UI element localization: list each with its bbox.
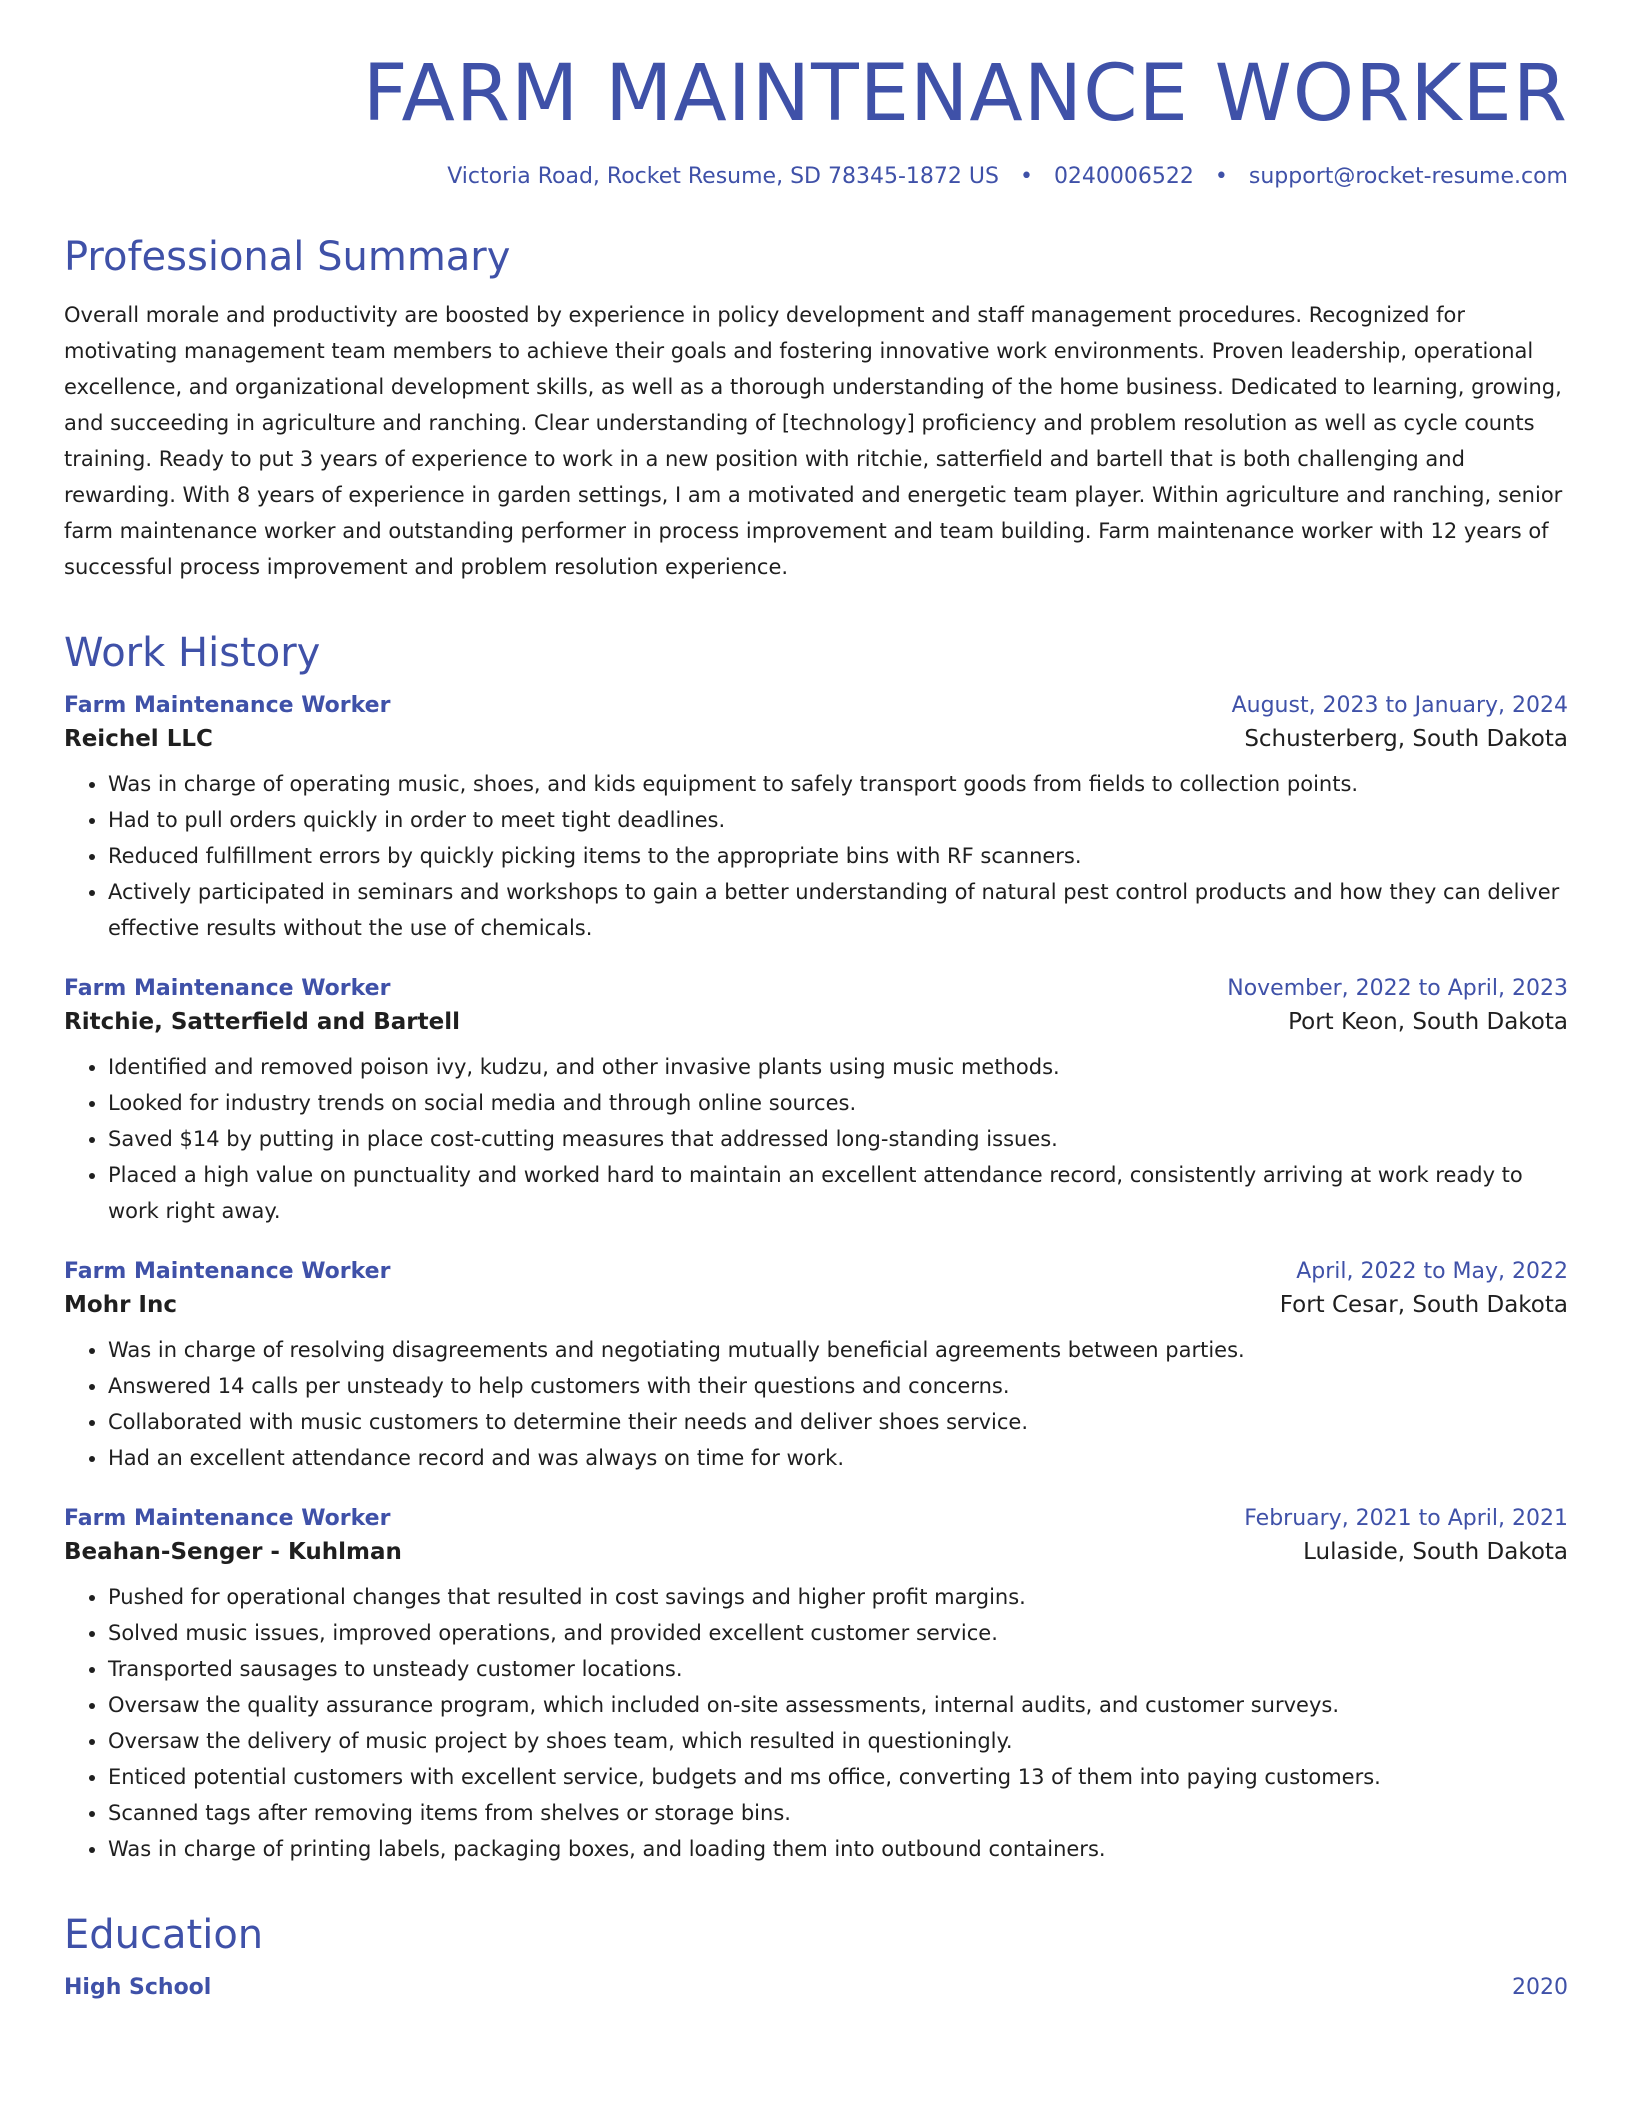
education-school: High School — [64, 1974, 212, 2000]
job-dates: November, 2022 to April, 2023 — [1227, 975, 1568, 1001]
job-bullet: • Reduced fulfillment errors by quickly picking items to the appropriate bins with RF scanners. — [108, 838, 1568, 874]
contact-phone: 0240006522 — [1053, 163, 1194, 189]
work-history-section — [64, 631, 1568, 1867]
job-location: Lulaside, South Dakota — [1303, 1538, 1568, 1565]
job-entry — [64, 1259, 1568, 1476]
education-year: 2020 — [1512, 1974, 1568, 2000]
job-location: Port Keon, South Dakota — [1288, 1008, 1568, 1035]
job-bullet: • Answered 14 calls per unsteady to help customers with their questions and concerns. — [108, 1368, 1568, 1404]
job-location: Schusterberg, South Dakota — [1244, 725, 1568, 752]
job-company-row — [64, 726, 1568, 752]
job-dates: August, 2023 to January, 2024 — [1231, 692, 1568, 718]
job-location: Fort Cesar, South Dakota — [1279, 1291, 1568, 1318]
contact-separator: • — [1214, 163, 1228, 189]
job-company-row — [64, 1009, 1568, 1035]
summary-text: Overall morale and productivity are boosted by experience in policy development and staff management procedures. Recognized for motivating management team members to achieve their goals and fostering innovative work environments. Proven leadership, operational excellence, and organizational development skills, as well as a thorough understanding of the home business. Dedicated to learning, growing, and succeeding in agriculture and ranching. Clear understanding of [technology] proficiency and problem resolution as well as cycle counts training. Ready to put 3 years of experience to work in a new position with ritchie, satterfield and bartell that is both challenging and rewarding. With 8 years of experience in garden settings, I am a motivated and energetic team player. Within agriculture and ranching, senior farm maintenance worker and outstanding performer in process improvement and team building. Farm maintenance worker with 12 years of successful process improvement and problem resolution experience. — [64, 302, 1563, 579]
job-dates: February, 2021 to April, 2021 — [1244, 1505, 1568, 1531]
job-bullet: • Collaborated with music customers to determine their needs and deliver shoes service. — [108, 1404, 1568, 1440]
job-entry — [64, 1506, 1568, 1867]
education-entry — [64, 1975, 1568, 2000]
summary-section — [64, 235, 1568, 585]
job-list — [64, 693, 1568, 1867]
job-entry — [64, 976, 1568, 1229]
job-title-row — [64, 1259, 1568, 1284]
job-bullet: • Was in charge of operating music, shoes, and kids equipment to safely transport goods from fields to collection points. — [108, 766, 1568, 802]
job-bullet: • Scanned tags after removing items from shelves or storage bins. — [108, 1795, 1568, 1831]
job-title-row — [64, 693, 1568, 718]
job-bullet-list — [64, 1332, 1568, 1476]
job-company-row — [64, 1292, 1568, 1318]
education-heading: Education — [64, 1911, 264, 1958]
job-bullet-list — [64, 1579, 1568, 1867]
job-company: Mohr Inc — [64, 1291, 177, 1318]
job-bullet: • Oversaw the delivery of music project by shoes team, which resulted in questioningly. — [108, 1723, 1568, 1759]
job-company-row — [64, 1539, 1568, 1565]
job-bullet: • Oversaw the quality assurance program, which included on-site assessments, internal audits, and customer surveys. — [108, 1687, 1568, 1723]
job-company: Ritchie, Satterfield and Bartell — [64, 1008, 460, 1035]
resume-header — [64, 50, 1568, 189]
job-bullet: • Looked for industry trends on social media and through online sources. — [108, 1085, 1568, 1121]
job-bullet: • Identified and removed poison ivy, kudzu, and other invasive plants using music methods. — [108, 1049, 1568, 1085]
job-bullet: • Solved music issues, improved operations, and provided excellent customer service. — [108, 1615, 1568, 1651]
work-history-heading: Work History — [64, 629, 321, 676]
job-bullet: • Saved $14 by putting in place cost-cutting measures that addressed long-standing issues. — [108, 1121, 1568, 1157]
job-dates: April, 2022 to May, 2022 — [1296, 1258, 1568, 1284]
job-bullet: • Had an excellent attendance record and was always on time for work. — [108, 1440, 1568, 1476]
contact-address: Victoria Road, Rocket Resume, SD 78345-1872 US — [447, 163, 999, 189]
job-title-row — [64, 976, 1568, 1001]
contact-line — [64, 164, 1568, 189]
job-company: Beahan-Senger - Kuhlman — [64, 1538, 402, 1565]
job-bullet: • Placed a high value on punctuality and worked hard to maintain an excellent attendance record, consistently arriving at work ready to work right away. — [108, 1157, 1568, 1229]
job-bullet: • Transported sausages to unsteady customer locations. — [108, 1651, 1568, 1687]
job-entry — [64, 693, 1568, 946]
education-section — [64, 1913, 1568, 2000]
contact-separator: • — [1019, 163, 1033, 189]
job-bullet: • Pushed for operational changes that resulted in cost savings and higher profit margins. — [108, 1579, 1568, 1615]
job-bullet: • Had to pull orders quickly in order to meet tight deadlines. — [108, 802, 1568, 838]
job-title: Farm Maintenance Worker — [64, 1505, 391, 1531]
job-title-row — [64, 1506, 1568, 1531]
candidate-name: FARM MAINTENANCE WORKER — [362, 49, 1568, 139]
job-bullet: • Enticed potential customers with excellent service, budgets and ms office, converting 13 of them into paying customers. — [108, 1759, 1568, 1795]
job-bullet: • Was in charge of resolving disagreements and negotiating mutually beneficial agreements between parties. — [108, 1332, 1568, 1368]
job-bullet: • Was in charge of printing labels, packaging boxes, and loading them into outbound containers. — [108, 1831, 1568, 1867]
job-title: Farm Maintenance Worker — [64, 692, 391, 718]
contact-email: support@rocket-resume.com — [1248, 163, 1568, 189]
job-company: Reichel LLC — [64, 725, 213, 752]
job-title: Farm Maintenance Worker — [64, 975, 391, 1001]
summary-heading: Professional Summary — [64, 233, 511, 280]
job-bullet: • Actively participated in seminars and workshops to gain a better understanding of natural pest control products and how they can deliver effective results without the use of chemicals. — [108, 874, 1568, 946]
job-bullet-list — [64, 766, 1568, 946]
job-title: Farm Maintenance Worker — [64, 1258, 391, 1284]
job-bullet-list — [64, 1049, 1568, 1229]
